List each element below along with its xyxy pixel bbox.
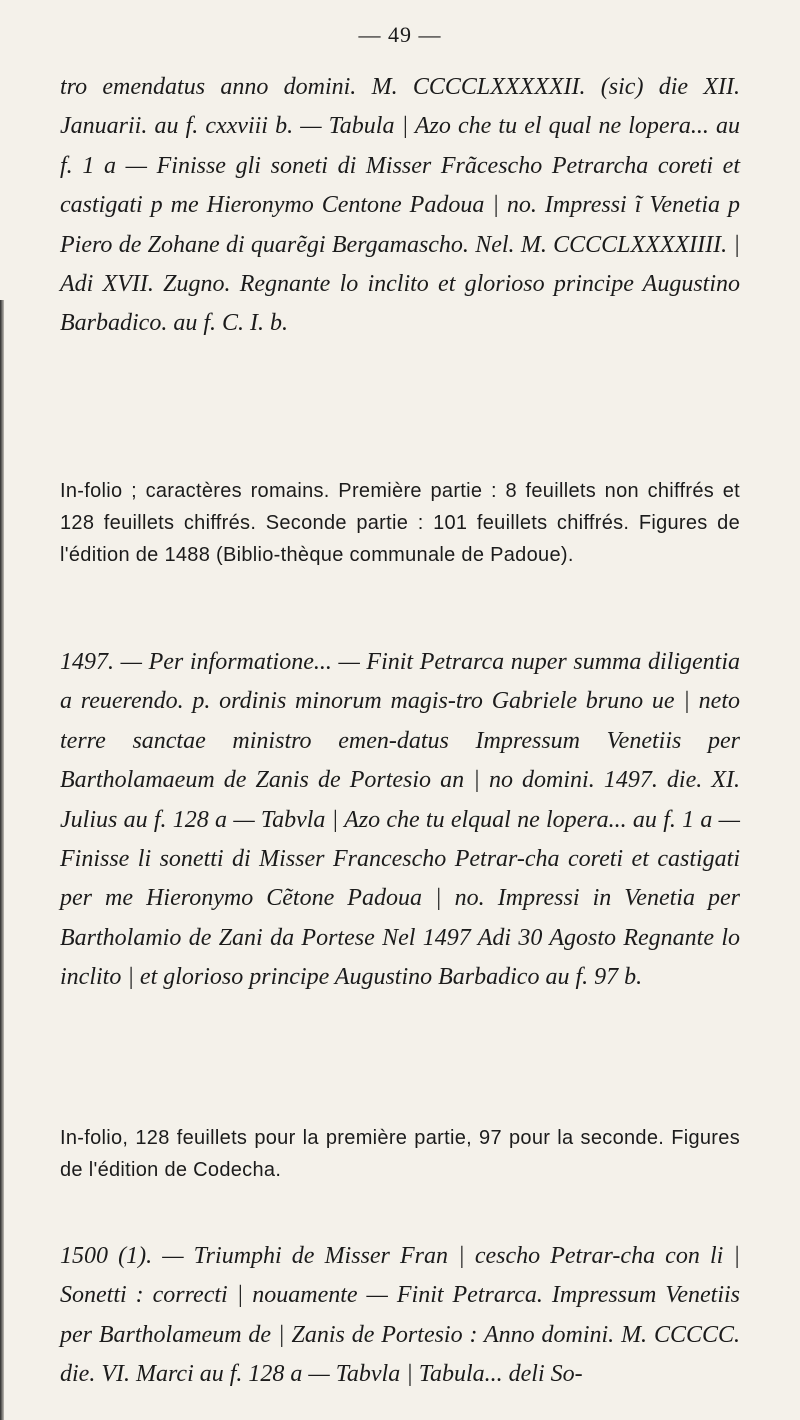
description-1494-text: In-folio ; caractères romains. Première partie : 8 feuillets non chiffrés et 128 feuillets chiffrés. Seconde partie : 101 feuillets chiffrés. Figures de l'édition de 1488 (Biblio-thèque communale de Padoue). [60, 480, 740, 566]
page-edge-shadow [0, 300, 4, 1420]
entry-1497-text: 1497. — Per informatione... — Finit Petrarca nuper summa diligentia a reuerendo. p. ordinis minorum magis-tro Gabriele bruno ue | neto terre sanctae ministro emen-datus Impressum Venetiis per Bartholamaeum de Zanis de Portesio an | no domini. 1497. die. XI. Julius au f. 128 a — Tabvla | Azo che tu elqual ne lopera... au f. 1 a — Finisse li sonetti di Misser Francescho Petrar-cha coreti et castigati per me Hieronymo Cẽtone Padoua | no. Impressi in Venetia per Bartholamio de Zani da Portese Nel 1497 Adi 30 Agosto Regnante lo inclito | et glorioso principe Augustino Barbadico au f. 97 b. [60, 649, 740, 991]
description-1497 [60, 1122, 740, 1186]
entry-1500-text: 1500 (1). — Triumphi de Misser Fran | cescho Petrar-cha con li | Sonetti : correcti | nouamente — Finit Petrarca. Impressum Venetiis per Bartholameum de | Zanis de Portesio : Anno domini. M. CCCCC. die. VI. Marci au f. 128 a — Tabvla | Tabula... deli So- [60, 1243, 740, 1388]
description-1494 [60, 475, 740, 571]
entry-1494-continuation [60, 68, 740, 344]
entry-1494-text: tro emendatus anno domini. M. CCCCLXXXXXII. (sic) die XII. Januarii. au f. cxxviii b. — Tabula | Azo che tu el qual ne lopera... au f. 1 a — Finisse gli soneti di Misser Frãcescho Petrarcha coreti et castigati p me Hieronymo Centone Padoua | no. Impressi ĩ Venetia p Piero de Zohane di quarẽgi Bergamascho. Nel. M. CCCCLXXXXIIII. | Adi XVII. Zugno. Regnante lo inclito et glorioso principe Augustino Barbadico. au f. C. I. b. [60, 74, 740, 337]
entry-1497 [60, 643, 740, 998]
entry-1500 [60, 1237, 740, 1395]
description-1497-text: In-folio, 128 feuillets pour la première partie, 97 pour la seconde. Figures de l'édition de Codecha. [60, 1127, 740, 1181]
page-number: — 49 — [358, 22, 442, 47]
